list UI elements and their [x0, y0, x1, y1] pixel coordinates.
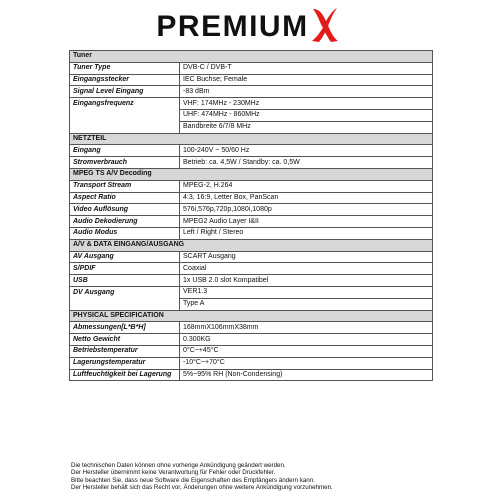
spec-value: SCART Ausgang	[180, 251, 433, 263]
spec-value: MPEG2 Audio Layer I&II	[180, 216, 433, 228]
spec-value: 5%~95% RH (Non-Condensing)	[180, 369, 433, 381]
spec-label: Abmessungen[L*B*H]	[70, 322, 180, 334]
spec-value: Coaxial	[180, 263, 433, 275]
spec-value: 168mmX106mmX38mm	[180, 322, 433, 334]
spec-label: Tuner Type	[70, 62, 180, 74]
spec-row	[70, 204, 433, 216]
spec-row	[70, 263, 433, 275]
section-title: A/V & DATA EINGANG/AUSGANG	[70, 239, 433, 251]
spec-value: MPEG-2, H.264	[180, 180, 433, 192]
spec-value: VER1.3	[180, 286, 433, 298]
spec-label: Lagerungstemperatur	[70, 357, 180, 369]
spec-label: Eingangsstecker	[70, 74, 180, 86]
spec-label: USB	[70, 275, 180, 287]
section-header	[70, 168, 433, 180]
spec-value: Betrieb: ca. 4,5W / Standby: ca. 0,5W	[180, 157, 433, 169]
spec-label: Video Auflösung	[70, 204, 180, 216]
spec-value: VHF: 174MHz - 230MHz	[180, 98, 433, 110]
spec-row	[70, 98, 433, 110]
spec-row	[70, 345, 433, 357]
spec-value: 0°C~+45°C	[180, 345, 433, 357]
spec-row	[70, 145, 433, 157]
spec-label: Stromverbrauch	[70, 157, 180, 169]
spec-label: AV Ausgang	[70, 251, 180, 263]
disclaimer-line: Der Hersteller übernimmt keine Verantwortung für Fehler oder Druckfehler.	[71, 469, 276, 477]
spec-value: Type A	[180, 298, 433, 310]
spec-row	[70, 216, 433, 228]
spec-label: Netto Gewicht	[70, 334, 180, 346]
spec-label: Audio Dekodierung	[70, 216, 180, 228]
spec-label: Transport Stream	[70, 180, 180, 192]
spec-table	[69, 50, 433, 381]
spec-row	[70, 322, 433, 334]
spec-value: 100-240V ~ 50/60 Hz	[180, 145, 433, 157]
spec-row	[70, 62, 433, 74]
spec-value: 1x USB 2.0 slot Kompatibel	[180, 275, 433, 287]
spec-label: Betriebstemperatur	[70, 345, 180, 357]
spec-value: 0.300KG	[180, 334, 433, 346]
spec-value: Bandbreite 6/7/8 MHz	[180, 121, 433, 133]
section-header	[70, 239, 433, 251]
spec-row	[70, 86, 433, 98]
spec-value: DVB-C / DVB-T	[180, 62, 433, 74]
spec-row	[70, 357, 433, 369]
brand-logo	[0, 4, 496, 48]
spec-label: Signal Level Eingang	[70, 86, 180, 98]
spec-row	[70, 334, 433, 346]
spec-label: DV Ausgang	[70, 286, 180, 310]
spec-label: Eingangsfrequenz	[70, 98, 180, 133]
spec-label: Luftfeuchtigkeit bei Lagerung	[70, 369, 180, 381]
spec-value: -10°C~+70°C	[180, 357, 433, 369]
spec-row	[70, 180, 433, 192]
spec-row	[70, 227, 433, 239]
section-header	[70, 310, 433, 322]
spec-value: Left / Right / Stereo	[180, 227, 433, 239]
section-header	[70, 133, 433, 145]
spec-row	[70, 275, 433, 287]
section-title: NETZTEIL	[70, 133, 433, 145]
section-title: Tuner	[70, 51, 433, 63]
section-header	[70, 51, 433, 63]
brand-logo-text: PREMIUM	[156, 10, 309, 43]
spec-value: 4:3, 16:9, Letter Box, PanScan	[180, 192, 433, 204]
disclaimer-line: Der Hersteller behält sich das Recht vor, Änderungen ohne weitere Ankündigung vorzunehmen.	[71, 484, 333, 492]
spec-row	[70, 369, 433, 381]
section-title: PHYSICAL SPECIFICATION	[70, 310, 433, 322]
spec-row	[70, 192, 433, 204]
spec-value: IEC Buchse; Female	[180, 74, 433, 86]
spec-label: Aspect Ratio	[70, 192, 180, 204]
disclaimer-notes	[71, 462, 471, 492]
spec-row	[70, 251, 433, 263]
disclaimer-line: Bitte beachten Sie, dass neue Software die Eigenschaften des Empfängers ändern kann.	[71, 476, 315, 484]
spec-row	[70, 286, 433, 298]
spec-row	[70, 157, 433, 169]
section-title: MPEG TS A/V Decoding	[70, 168, 433, 180]
disclaimer-line: Die technischen Daten können ohne vorherige Ankündigung geändert werden.	[71, 462, 286, 469]
spec-label: Eingang	[70, 145, 180, 157]
spec-label: Audio Modus	[70, 227, 180, 239]
brand-x-mark-icon	[310, 7, 340, 43]
spec-value: 576i,576p,720p,1080i,1080p	[180, 204, 433, 216]
spec-row	[70, 74, 433, 86]
spec-value: UHF: 474MHz - 860MHz	[180, 109, 433, 121]
spec-label: S/PDIF	[70, 263, 180, 275]
spec-value: -83 dBm	[180, 86, 433, 98]
